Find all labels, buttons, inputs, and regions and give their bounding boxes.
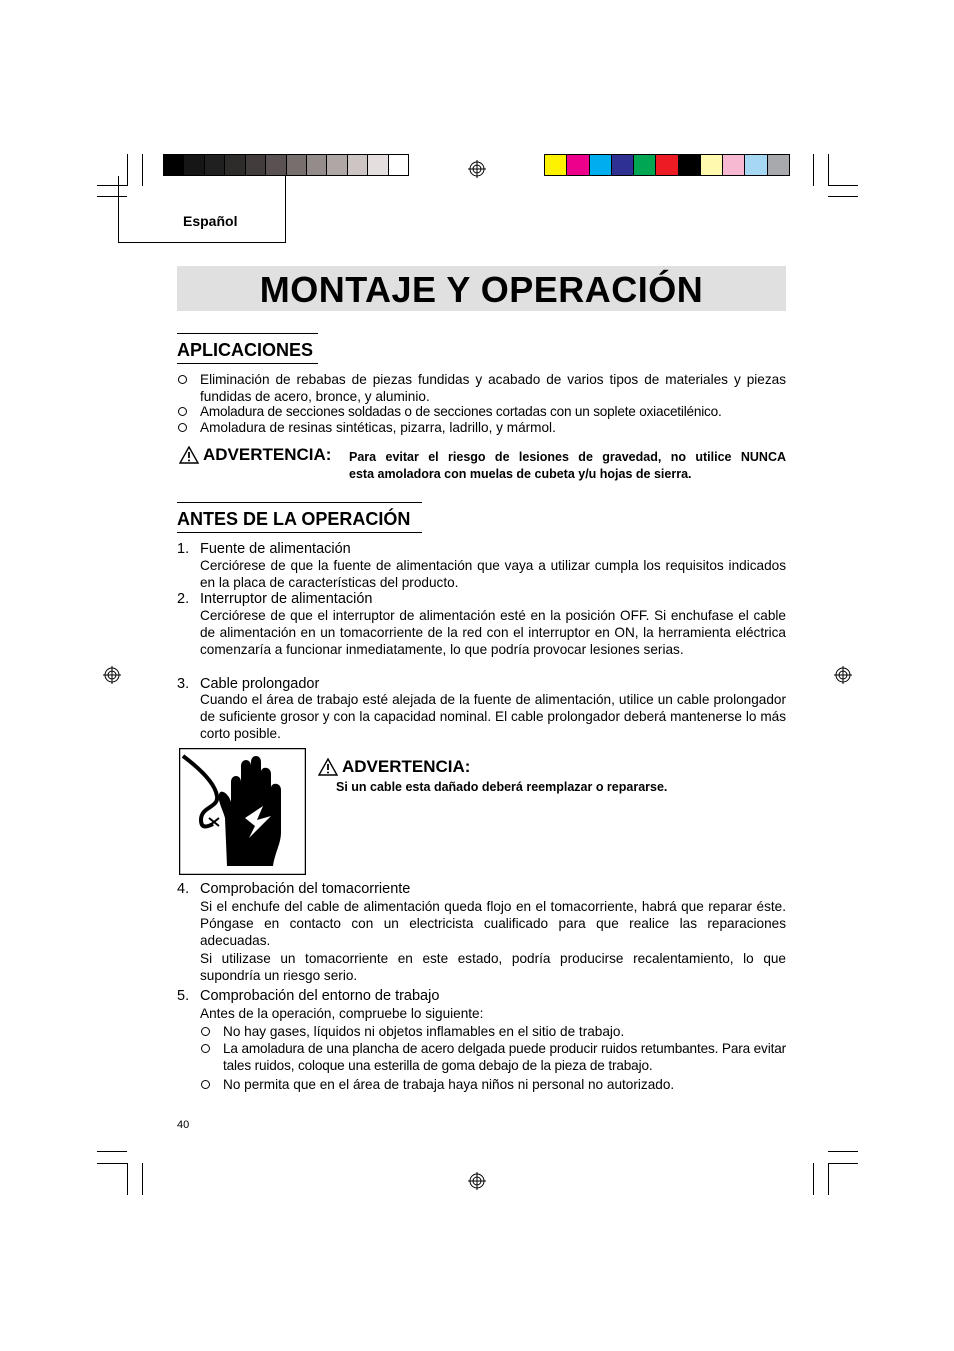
- list-item: Amoladura de resinas sintéticas, pizarra, ladrillo, y mármol.: [200, 420, 556, 435]
- registration-mark-icon: [103, 666, 121, 684]
- step-number: 2.: [177, 591, 190, 607]
- electric-shock-hand-icon: [179, 748, 306, 875]
- color-swatch: [368, 155, 388, 175]
- warning-triangle-icon: [179, 446, 199, 464]
- step-text: Cerciórese de que el interruptor de alimentación esté en la posición OFF. Si enchufase el cable de alimentación en un tomacorriente de la red con el interruptor en ON, la herramienta eléctrica comenzaría a funcionar inmediatamente, lo que podría provocar lesiones serias.: [200, 608, 786, 658]
- list-item: No hay gases, líquidos ni objetos inflamables en el sitio de trabajo.: [223, 1024, 625, 1039]
- color-swatch: [348, 155, 368, 175]
- bullet-icon: [201, 1027, 210, 1036]
- page-title: MONTAJE Y OPERACIÓN: [259, 269, 704, 310]
- step-title: Interruptor de alimentación: [200, 591, 373, 607]
- color-swatch: [634, 155, 656, 175]
- step-title: Fuente de alimentación: [200, 541, 351, 557]
- list-item: La amoladura de una plancha de acero delgada puede producir ruidos retumbantes. Para evitar tales ruidos, coloque una esterilla de goma debajo de la pieza de trabajo.: [223, 1041, 786, 1074]
- color-swatch: [287, 155, 307, 175]
- step-number: 3.: [177, 676, 190, 692]
- color-swatch: [590, 155, 612, 175]
- crop-mark: [828, 185, 858, 186]
- color-swatch: [184, 155, 204, 175]
- color-swatch: [389, 155, 408, 175]
- color-swatch: [164, 155, 184, 175]
- bullet-icon: [178, 407, 187, 416]
- step-number: 4.: [177, 881, 190, 897]
- color-swatch: [745, 155, 767, 175]
- bullet-icon: [201, 1044, 210, 1053]
- page-number: 40: [177, 1119, 190, 1131]
- cable-warning-label-text: ADVERTENCIA:: [342, 757, 471, 776]
- color-swatch: [768, 155, 789, 175]
- registration-mark-icon: [834, 666, 852, 684]
- crop-mark: [142, 1163, 143, 1195]
- color-swatch: [545, 155, 567, 175]
- grayscale-calibration-bar: [163, 154, 409, 176]
- crop-mark: [828, 1163, 829, 1195]
- color-swatch: [225, 155, 245, 175]
- color-swatch: [205, 155, 225, 175]
- color-swatch: [701, 155, 723, 175]
- crop-mark: [97, 1151, 127, 1152]
- crop-mark: [813, 154, 814, 186]
- crop-mark: [828, 196, 858, 197]
- cable-warning-text: Si un cable esta dañado deberá reemplazar o repararse.: [336, 780, 668, 794]
- color-swatch: [567, 155, 589, 175]
- crop-mark: [127, 1163, 128, 1195]
- step-text: Si el enchufe del cable de alimentación queda flojo en el tomacorriente, habrá que reparar éste. Póngase en contacto con un electricista cualificado para que realice las reparaciones adecuadas.: [200, 899, 786, 949]
- cable-warning-label: [318, 757, 470, 777]
- warning-text: esta amoladora con muelas de cubeta y/u hojas de sierra.: [349, 467, 692, 481]
- crop-mark: [97, 1163, 127, 1164]
- bullet-icon: [201, 1080, 210, 1089]
- crop-mark: [828, 154, 829, 186]
- crop-mark: [828, 1151, 858, 1152]
- color-calibration-bar: [544, 154, 790, 176]
- step-text: Cuando el área de trabajo esté alejada de la fuente de alimentación, utilice un cable prolongador de suficiente grosor y con la capacidad nominal. El cable prolongador deberá mantenerse lo más corto posible.: [200, 692, 786, 742]
- language-tab: [118, 176, 286, 243]
- color-swatch: [266, 155, 286, 175]
- bullet-icon: [178, 375, 187, 384]
- color-swatch: [679, 155, 701, 175]
- list-item: Eliminación de rebabas de piezas fundidas y acabado de varios tipos de materiales y piezas fundidas de acero, bronce, y aluminio.: [200, 372, 786, 404]
- step-title: Comprobación del entorno de trabajo: [200, 988, 440, 1004]
- step-number: 1.: [177, 541, 190, 557]
- step-number: 5.: [177, 988, 190, 1004]
- language-label: Español: [183, 213, 238, 229]
- color-swatch: [246, 155, 266, 175]
- step-text: Cerciórese de que la fuente de alimentación que vaya a utilizar cumpla los requisitos indicados en la placa de características del producto.: [200, 558, 786, 591]
- warning-label-text: ADVERTENCIA:: [203, 445, 332, 464]
- list-item: Amoladura de secciones soldadas o de secciones cortadas con un soplete oxiacetilénico.: [200, 404, 722, 419]
- step-title: Comprobación del tomacorriente: [200, 881, 411, 897]
- color-swatch: [612, 155, 634, 175]
- color-swatch: [723, 155, 745, 175]
- crop-mark: [828, 1163, 858, 1164]
- color-swatch: [307, 155, 327, 175]
- color-swatch: [656, 155, 678, 175]
- section-heading-before-operation: ANTES DE LA OPERACIÓN: [177, 502, 422, 533]
- warning-label: [179, 445, 331, 465]
- bullet-icon: [178, 423, 187, 432]
- color-swatch: [327, 155, 347, 175]
- step-intro: Antes de la operación, compruebe lo siguiente:: [200, 1006, 484, 1021]
- crop-mark: [813, 1163, 814, 1195]
- list-item: No permita que en el área de trabaja haya niños ni personal no autorizado.: [223, 1077, 675, 1092]
- step-text: Si utilizase un tomacorriente en este estado, podría producirse recalentamiento, lo que supondría un riesgo serio.: [200, 951, 786, 984]
- title-band: [177, 266, 786, 311]
- warning-text: Para evitar el riesgo de lesiones de gravedad, no utilice NUNCA: [349, 450, 786, 464]
- section-heading-applications: APLICACIONES: [177, 333, 318, 364]
- warning-triangle-icon: [318, 758, 338, 776]
- step-title: Cable prolongador: [200, 676, 320, 692]
- registration-mark-icon: [468, 160, 486, 178]
- registration-mark-icon: [468, 1172, 486, 1190]
